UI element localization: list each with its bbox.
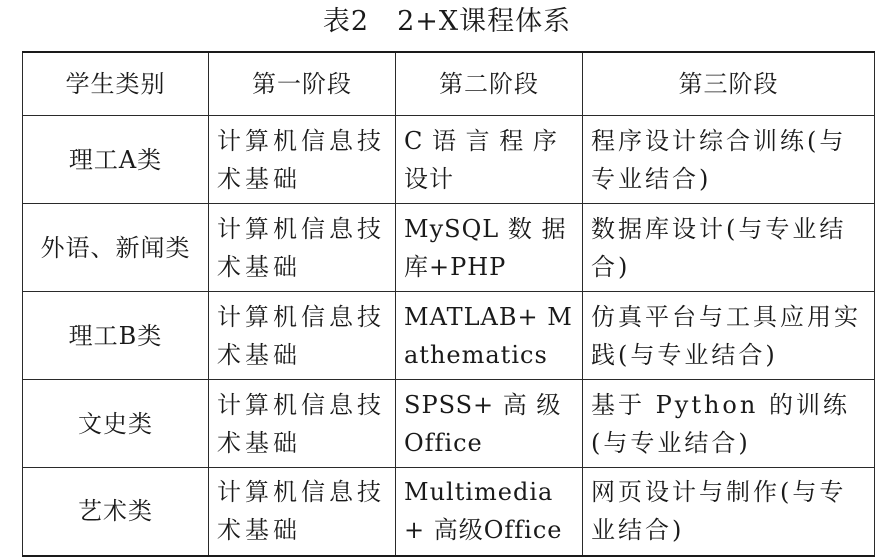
table-row: [23, 116, 875, 204]
header-row: [23, 52, 875, 116]
table-row: [23, 380, 875, 468]
stage-two-cell: MySQL 数 据库+PHP: [396, 204, 583, 292]
stage-two-cell: C 语 言 程 序设计: [396, 116, 583, 204]
stage-one-cell: 计算机信息技术基础: [209, 204, 396, 292]
stage-one-cell: 计算机信息技术基础: [209, 468, 396, 556]
stage-three-cell: 仿真平台与工具应用实践(与专业结合): [583, 292, 875, 380]
student-category-cell: 外语、新闻类: [23, 204, 209, 292]
header-student-category: 学生类别: [23, 52, 209, 116]
student-category-cell: 理工A类: [23, 116, 209, 204]
stage-two-cell: Multimedia+ 高级Office: [396, 468, 583, 556]
stage-one-cell: 计算机信息技术基础: [209, 380, 396, 468]
curriculum-table: [22, 51, 875, 557]
table-row: [23, 292, 875, 380]
student-category-cell: 文史类: [23, 380, 209, 468]
header-stage-two: 第二阶段: [396, 52, 583, 116]
stage-three-cell: 数据库设计(与专业结合): [583, 204, 875, 292]
stage-one-cell: 计算机信息技术基础: [209, 116, 396, 204]
header-stage-one: 第一阶段: [209, 52, 396, 116]
stage-three-cell: 程序设计综合训练(与专业结合): [583, 116, 875, 204]
header-stage-three: 第三阶段: [583, 52, 875, 116]
stage-one-cell: 计算机信息技术基础: [209, 292, 396, 380]
student-category-cell: 理工B类: [23, 292, 209, 380]
stage-two-cell: SPSS+ 高 级 Office: [396, 380, 583, 468]
table-row: [23, 468, 875, 556]
stage-three-cell: 基于 Python 的训练(与专业结合): [583, 380, 875, 468]
table-caption: 表2 2+X课程体系: [322, 6, 572, 37]
table-row: [23, 204, 875, 292]
stage-two-cell: MATLAB+ Mathematics: [396, 292, 583, 380]
student-category-cell: 艺术类: [23, 468, 209, 556]
stage-three-cell: 网页设计与制作(与专业结合): [583, 468, 875, 556]
